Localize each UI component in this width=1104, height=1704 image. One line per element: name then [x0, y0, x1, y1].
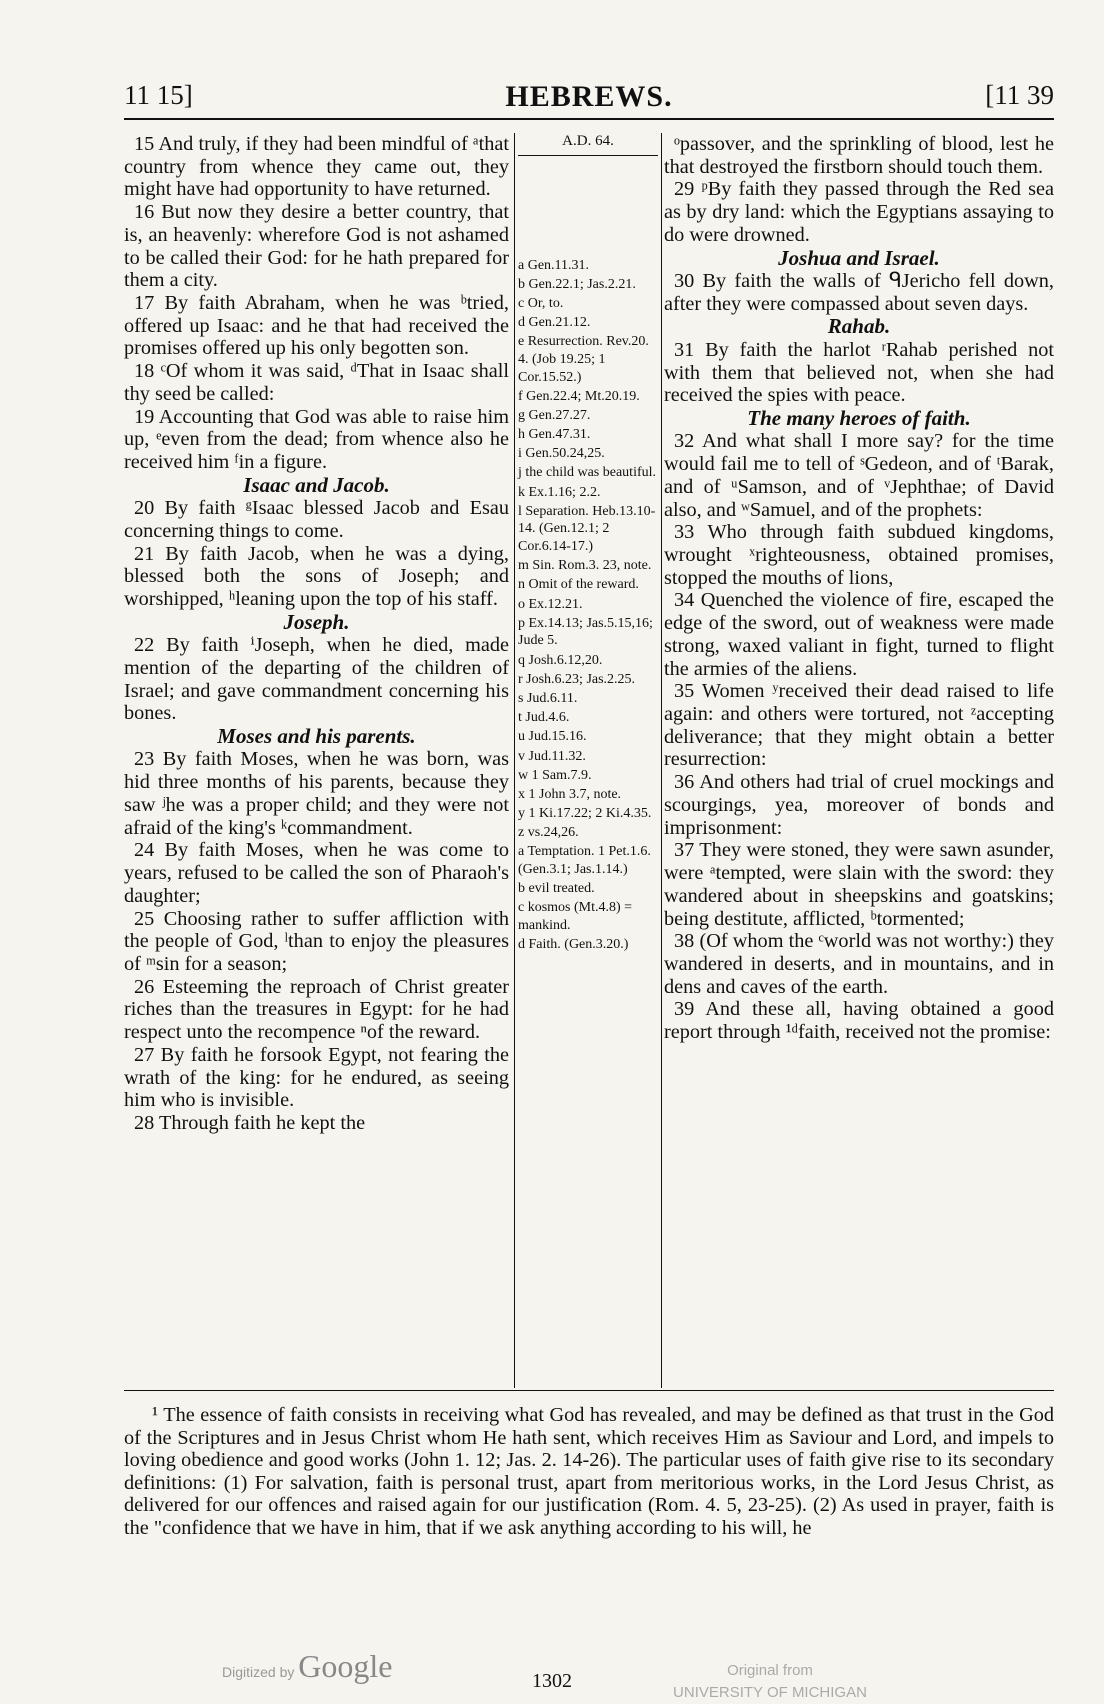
- margin-reference: p Ex.14.13; Jas.5.15,16; Jude 5.: [518, 615, 653, 649]
- verse-paragraph: 17 By faith Abraham, when he was ᵇtried, offered up Isaac: and he that had received the promises offered up his only begotten son.: [124, 292, 509, 360]
- verse-paragraph: 25 Choosing rather to suffer affliction with the people of God, ˡthan to enjoy the pleasures of ᵐsin for a season;: [124, 907, 509, 975]
- margin-reference: z vs.24,26.: [518, 825, 579, 841]
- institution-label: UNIVERSITY OF MICHIGAN: [673, 1684, 867, 1701]
- margin-reference: g Gen.27.27.: [518, 407, 591, 423]
- verse-paragraph: 18 ᶜOf whom it was said, ᵈThat in Isaac shall thy seed be called:: [124, 360, 509, 405]
- margin-reference: s Jud.6.11.: [518, 690, 578, 706]
- source-watermark: [660, 1660, 880, 1704]
- margin-reference: u Jud.15.16.: [518, 729, 587, 745]
- margin-reference: i Gen.50.24,25.: [518, 446, 605, 462]
- verse-paragraph: 23 By faith Moses, when he was born, was hid three months of his parents, because they saw ʲhe was a proper child; and they were not afraid of the king's ᵏcommandment.: [124, 748, 509, 839]
- section-heading: The many heroes of faith.: [747, 406, 971, 430]
- section-heading: Isaac and Jacob.: [243, 472, 390, 497]
- margin-reference: m Sin. Rom.3. 23, note.: [518, 558, 652, 574]
- original-from-label: Original from: [727, 1662, 813, 1679]
- footnote-rule: [124, 1390, 1054, 1391]
- verse-paragraph: 15 And truly, if they had been mindful of ᵃthat country from whence they came out, they might have had opportunity to have returned.: [124, 133, 509, 201]
- header-right: [11 39: [985, 80, 1054, 110]
- margin-reference: a Gen.11.31.: [518, 257, 590, 273]
- margin-reference: a Temptation. 1 Pet.1.6. (Gen.3.1; Jas.1.14.): [518, 844, 651, 878]
- verse-paragraph: 27 By faith he forsook Egypt, not fearing the wrath of the king: for he endured, as seeing him who is invisible.: [124, 1043, 509, 1112]
- header-left: 11 15]: [124, 80, 193, 110]
- verse-paragraph: 38 (Of whom the ᶜworld was not worthy:) they wandered in deserts, and in mountains, and in dens and caves of the earth.: [664, 930, 1054, 998]
- section-heading: Joshua and Israel.: [778, 245, 940, 270]
- margin-reference: q Josh.6.12,20.: [518, 652, 603, 668]
- margin-reference: h Gen.47.31.: [518, 427, 591, 443]
- verse-paragraph: 37 They were stoned, they were sawn asunder, were ᵃtempted, were slain with the sword: they wandered about in sheepskins and goatskins; being destitute, afflicted, ᵇtormented;: [664, 839, 1054, 930]
- column-divider-right: [661, 133, 662, 1388]
- margin-reference: v Jud.11.32.: [518, 748, 586, 764]
- margin-reference: j the child was beautiful.: [518, 465, 657, 481]
- margin-reference: l Separation. Heb.13.10-14. (Gen.12.1; 2 Cor.6.14-17.): [518, 503, 656, 555]
- digitized-watermark: [222, 1648, 392, 1685]
- margin-reference: y 1 Ki.17.22; 2 Ki.4.35.: [518, 806, 652, 822]
- margin-reference: b evil treated.: [518, 881, 595, 897]
- margin-reference: x 1 John 3.7, note.: [518, 786, 622, 802]
- verse-paragraph: 36 And others had trial of cruel mockings and scourgings, yea, moreover of bonds and imprisonment:: [664, 771, 1054, 839]
- verse-paragraph: 26 Esteeming the reproach of Christ greater riches than the treasures in Egypt: for he had respect unto the recompence ⁿof the reward.: [124, 975, 509, 1044]
- footnote: ¹ The essence of faith consists in receiving what God has revealed, and may be defined as that trust in the God of the Scriptures and in Jesus Christ whom He hath sent, which receives Him as Saviour and Lord, and impels to loving obedience and good works (John 1. 12; Jas. 2. 14-26). The particular uses of faith give rise to its secondary definitions: (1) For salvation, faith is personal trust, apart from meritorious works, in the Lord Jesus Christ, as delivered for our offences and raised again for our justification (Rom. 4. 5, 23-25). (2) As used in prayer, faith is the "confidence that we have in him, that if we ask anything according to his will, he: [124, 1404, 1054, 1539]
- margin-references-column: [518, 133, 658, 1383]
- verse-paragraph: 21 By faith Jacob, when he was a dying, blessed both the sons of Joseph; and worshipped, ʰleaning upon the top of his staff.: [124, 542, 509, 611]
- verse-paragraph: 32 And what shall I more say? for the time would fail me to tell of ˢGedeon, and of ᵗBarak, and of ᵘSamson, and of ᵛJephthae; of David also, and ʷSamuel, and of the prophets:: [664, 430, 1054, 521]
- margin-reference: f Gen.22.4; Mt.20.19.: [518, 388, 640, 404]
- verse-paragraph: 33 Who through faith subdued kingdoms, wrought ˣrighteousness, obtained promises, stopped the mouths of lions,: [664, 521, 1054, 589]
- verse-paragraph: 22 By faith ⁱJoseph, when he died, made mention of the departing of the children of Israel; and gave commandment concerning his bones.: [124, 634, 509, 725]
- header-rule: [124, 118, 1054, 120]
- verse-paragraph: 24 By faith Moses, when he was come to years, refused to be called the son of Pharaoh's daughter;: [124, 839, 509, 907]
- margin-reference: b Gen.22.1; Jas.2.21.: [518, 276, 636, 292]
- verse-paragraph: 34 Quenched the violence of fire, escaped the edge of the sword, out of weakness were made strong, waxed valiant in fight, turned to flight the armies of the aliens.: [664, 589, 1054, 680]
- margin-reference: d Faith. (Gen.3.20.): [518, 937, 629, 953]
- column-divider-left: [514, 133, 515, 1388]
- verse-paragraph: 39 And these all, having obtained a good report through ¹ᵈfaith, received not the promise:: [664, 998, 1054, 1044]
- margin-reference: c Or, to.: [518, 295, 564, 311]
- margin-reference: w 1 Sam.7.9.: [518, 767, 592, 783]
- running-header: [124, 80, 1054, 120]
- google-logo: Google: [298, 1648, 393, 1684]
- margin-reference: c kosmos (Mt.4.8) = mankind.: [518, 900, 633, 933]
- margin-reference: e Resurrection. Rev.20. 4. (Job 19.25; 1 Cor.15.52.): [518, 334, 649, 385]
- verse-paragraph: 19 Accounting that God was able to raise him up, ᵉeven from the dead; from whence also he received him ᶠin a figure.: [124, 405, 509, 474]
- section-heading: Moses and his parents.: [217, 724, 416, 749]
- verse-paragraph: 29 ᵖBy faith they passed through the Red sea as by dry land: which the Egyptians assaying to do were drowned.: [664, 178, 1054, 246]
- margin-date: A.D. 64.: [518, 133, 658, 156]
- section-heading: Rahab.: [827, 314, 891, 339]
- verse-paragraph: 30 By faith the walls of ᑫJericho fell down, after they were compassed about seven days.: [664, 270, 1054, 315]
- margin-reference: k Ex.1.16; 2.2.: [518, 484, 601, 500]
- verse-paragraph: 28 Through faith he kept the: [134, 1111, 366, 1134]
- verse-paragraph: ᵒpassover, and the sprinkling of blood, lest he that destroyed the firstborn should touch them.: [664, 133, 1054, 178]
- left-text-column: [124, 133, 509, 1383]
- digitized-label: Digitized by: [222, 1664, 295, 1680]
- section-heading: Joseph.: [283, 609, 350, 634]
- page-number: 1302: [532, 1670, 572, 1692]
- margin-reference: n Omit of the reward.: [518, 577, 639, 593]
- margin-reference: r Josh.6.23; Jas.2.25.: [518, 671, 636, 687]
- margin-reference: o Ex.12.21.: [518, 596, 583, 612]
- right-text-column: [664, 133, 1054, 1383]
- verse-paragraph: 31 By faith the harlot ʳRahab perished not with them that believed not, when she had received the spies with peace.: [664, 338, 1054, 407]
- margin-reference: d Gen.21.12.: [518, 315, 591, 331]
- verse-paragraph: 16 But now they desire a better country, that is, an heavenly: wherefore God is not ashamed to be called their God: for he hath prepared for them a city.: [124, 201, 509, 292]
- header-title: HEBREWS.: [505, 80, 673, 113]
- verse-paragraph: 35 Women ʸreceived their dead raised to life again: and others were tortured, not ᶻaccepting deliverance; that they might obtain a better resurrection:: [664, 680, 1054, 771]
- verse-paragraph: 20 By faith ᵍIsaac blessed Jacob and Esau concerning things to come.: [124, 497, 509, 542]
- margin-reference: t Jud.4.6.: [518, 710, 570, 726]
